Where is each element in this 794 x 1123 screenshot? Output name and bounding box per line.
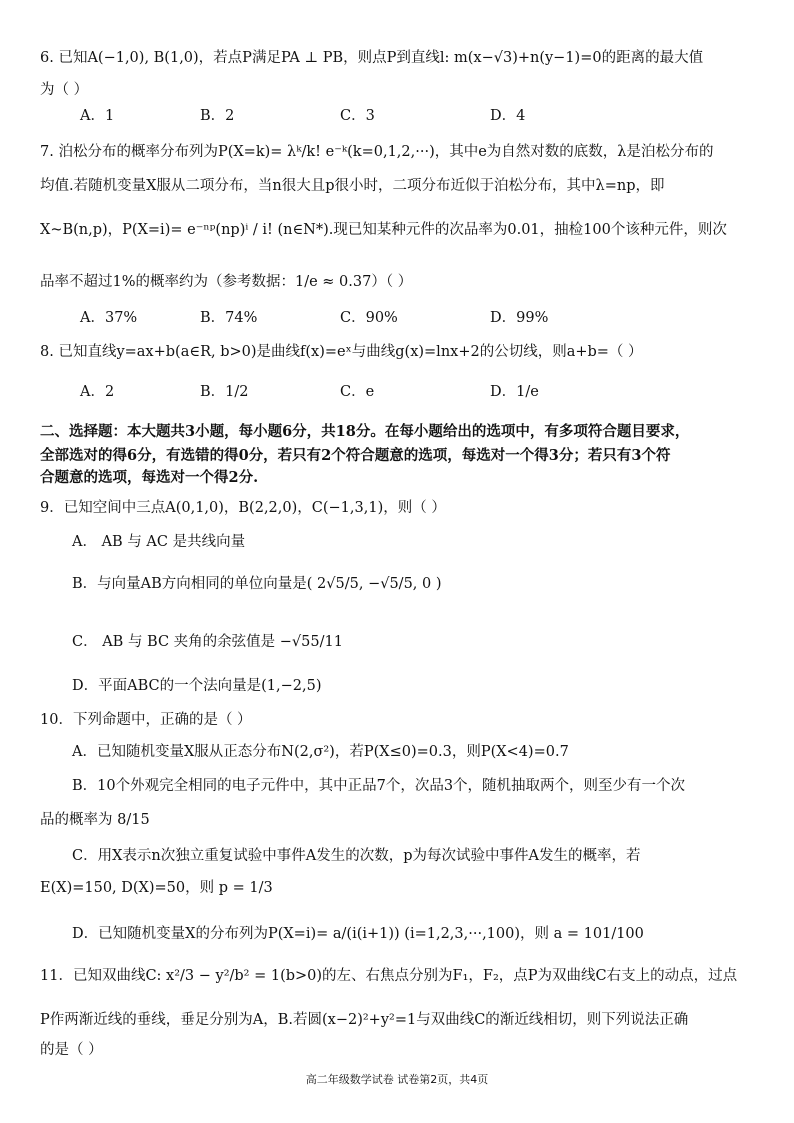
q9-option-d: D．平面ABC的一个法向量是(1,−2,5)	[72, 678, 322, 694]
q8-choice-c: C．e	[340, 384, 375, 400]
q7-choice-a: A．37%	[80, 310, 138, 326]
q11-stem-line1: 11．已知双曲线C: x²/3 − y²/b² = 1(b>0)的左、右焦点分别为F₁，F₂，点P为双曲线C右支上的动点，过点	[40, 968, 738, 984]
q9-option-c: C． AB 与 BC 夹角的余弦值是 −√55/11	[72, 634, 343, 650]
q10-option-d: D．已知随机变量X的分布列为P(X=i)= a/(i(i+1)) (i=1,2,3,···,100)，则 a = 101/100	[72, 926, 644, 942]
q10-stem: 10．下列命题中，正确的是（ ）	[40, 712, 252, 728]
q11-stem-line3: 的是（ ）	[40, 1042, 103, 1058]
q10-option-b-line1: B．10个外观完全相同的电子元件中，其中正品7个，次品3个，随机抽取两个，则至少有一个次	[72, 778, 686, 794]
q8-choice-a: A．2	[80, 384, 115, 400]
q6-stem-line1: 6. 已知A(−1,0), B(1,0)，若点P满足PA ⊥ PB，则点P到直线l: m(x−√3)+n(y−1)=0的距离的最大值	[40, 50, 704, 66]
q10-option-c-line1: C．用X表示n次独立重复试验中事件A发生的次数，p为每次试验中事件A发生的概率，若	[72, 848, 641, 864]
q7-stem-line1: 7. 泊松分布的概率分布列为P(X=k)= λᵏ/k! e⁻ᵏ(k=0,1,2,···)，其中e为自然对数的底数，λ是泊松分布的	[40, 144, 714, 160]
q6-choice-d: D．4	[490, 108, 526, 124]
q8-choice-d: D．1/e	[490, 384, 539, 400]
q7-choice-b: B．74%	[200, 310, 258, 326]
q10-option-b-line2: 品的概率为 8/15	[40, 812, 150, 828]
q8-choice-b: B．1/2	[200, 384, 249, 400]
page-footer: 高二年级数学试卷 试卷第2页，共4页	[305, 1073, 489, 1086]
q6-choice-a: A．1	[80, 108, 115, 124]
q11-stem-line2: P作两渐近线的垂线，垂足分别为A，B.若圆(x−2)²+y²=1与双曲线C的渐近线相切，则下列说法正确	[40, 1012, 689, 1028]
q9-option-b: B．与向量AB方向相同的单位向量是( 2√5/5, −√5/5, 0 )	[72, 576, 442, 592]
q10-option-c-line2: E(X)=150, D(X)=50，则 p = 1/3	[40, 880, 273, 896]
q7-choice-d: D．99%	[490, 310, 549, 326]
q6-stem-line2: 为（ ）	[40, 82, 89, 98]
q6-choice-c: C．3	[340, 108, 375, 124]
q6-choice-b: B．2	[200, 108, 235, 124]
section2-line3: 合题意的选项，每选对一个得2分.	[40, 469, 259, 486]
q7-stem-line3: X~B(n,p)，P(X=i)= e⁻ⁿᵖ(np)ⁱ / i! (n∈N*).现已知某种元件的次品率为0.01，抽检100个该种元件，则次	[40, 222, 727, 238]
q8-stem-line1: 8. 已知直线y=ax+b(a∈R, b>0)是曲线f(x)=eˣ与曲线g(x)=lnx+2的公切线，则a+b=（ ）	[40, 344, 643, 360]
q7-choice-c: C．90%	[340, 310, 398, 326]
section2-line2: 全部选对的得6分，有选错的得0分，若只有2个符合题意的选项，每选对一个得3分；若只有3个符	[40, 447, 671, 464]
q7-stem-line4: 品率不超过1%的概率约为（参考数据：1/e ≈ 0.37）（ ）	[40, 274, 413, 290]
q9-option-a: A． AB 与 AC 是共线向量	[72, 534, 246, 550]
q7-stem-line2: 均值.若随机变量X服从二项分布，当n很大且p很小时，二项分布近似于泊松分布，其中λ=np，即	[40, 178, 665, 194]
section2-line1: 二、选择题：本大题共3小题，每小题6分，共18分。在每小题给出的选项中，有多项符合题目要求，	[40, 423, 690, 440]
q10-option-a: A．已知随机变量X服从正态分布N(2,σ²)，若P(X≤0)=0.3，则P(X<4)=0.7	[72, 744, 569, 760]
q9-stem: 9．已知空间中三点A(0,1,0)，B(2,2,0)，C(−1,3,1)，则（ ）	[40, 500, 446, 516]
